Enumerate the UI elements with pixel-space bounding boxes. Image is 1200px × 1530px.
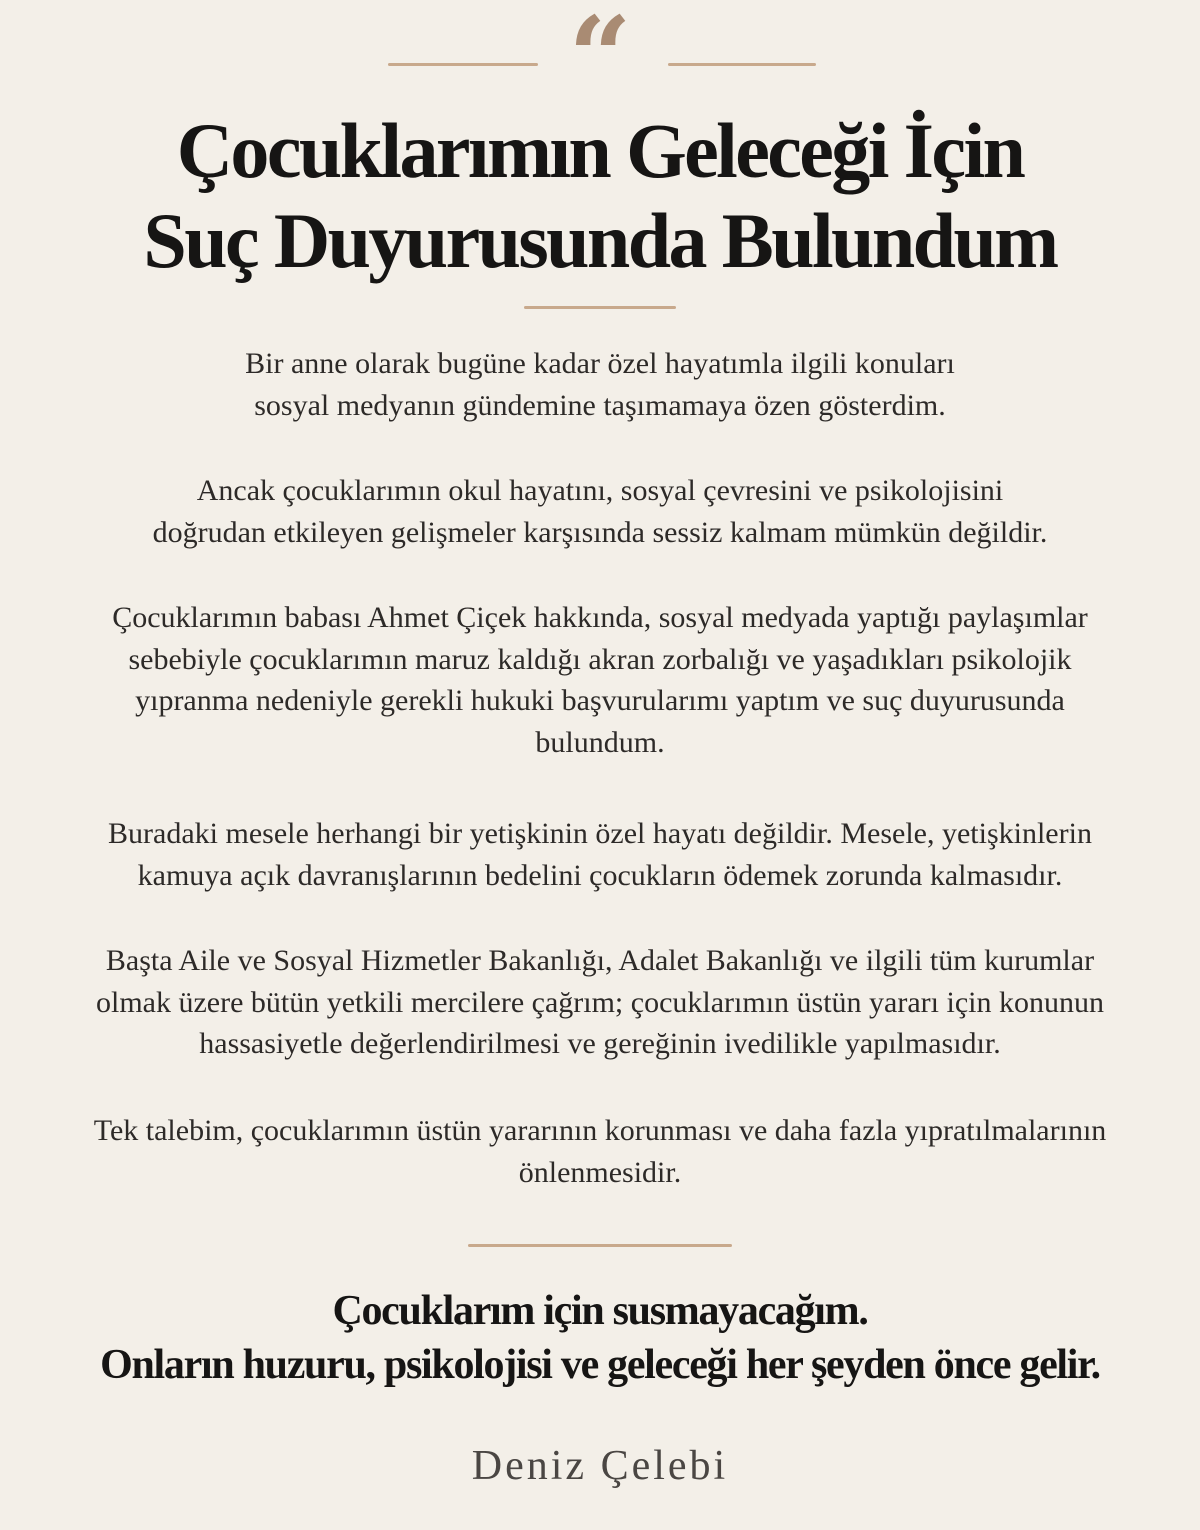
title-divider [524,306,676,309]
title-line-1: Çocuklarımın Geleceği İçin [176,107,1024,194]
quote-ornament [0,0,1200,121]
paragraph-4-line-2: kamuya açık davranışlarının bedelini çocukların ödemek zorunda kalmasıdır. [137,858,1063,892]
paragraph-3-line-3: yıpranma nedeniyle gerekli hukuki başvurularımı yaptım ve suç duyurusunda [135,684,1065,717]
paragraph-6 [0,1110,1200,1193]
quote-divider-left [388,63,538,66]
title-line-2: Suç Duyurusunda Bulundum [143,197,1057,284]
paragraph-4-line-1: Buradaki mesele herhangi bir yetişkinin özel hayatı değildir. Mesele, yetişkinlerin [108,817,1092,850]
paragraph-1-line-2: sosyal medyanın gündemine taşımamaya özen gösterdim. [254,388,946,422]
paragraph-3-line-2: sebebiyle çocuklarımın maruz kaldığı akran zorbalığı ve yaşadıkları psikolojik [128,642,1072,676]
paragraph-1-line-1: Bir anne olarak bugüne kadar özel hayatımla ilgili konuları [245,347,955,380]
paragraph-5-line-2: olmak üzere bütün yetkili mercilere çağrım; çocuklarımın üstün yararı için konunun [95,985,1104,1019]
paragraph-5-line-1: Başta Aile ve Sosyal Hizmetler Bakanlığı, Adalet Bakanlığı ve ilgili tüm kurumlar [105,944,1095,977]
paragraph-6-line-2: önlenmesidir. [518,1155,682,1189]
closing-divider [468,1244,732,1247]
paragraph-3-line-1: Çocuklarımın babası Ahmet Çiçek hakkında, sosyal medyada yaptığı paylaşımlar [112,601,1088,634]
quote-divider-right [668,63,816,66]
paragraph-2 [0,470,1200,553]
closing-statement [0,1284,1200,1392]
closing-line-1: Çocuklarım için susmayacağım. [332,1288,868,1334]
author-signature: Deniz Çelebi [471,1443,729,1489]
paragraph-3-line-4: bulundum. [535,725,665,759]
paragraph-1 [0,343,1200,426]
statement-title [0,106,1200,286]
closing-line-2: Onların huzuru, psikolojisi ve geleceği her şeyden önce gelir. [100,1342,1100,1388]
paragraph-2-line-2: doğrudan etkileyen gelişmeler karşısında sessiz kalmam mümkün değildir. [152,515,1048,549]
paragraph-5-line-3: hassasiyetle değerlendirilmesi ve gereğinin ivedilikle yapılmasıdır. [199,1027,1001,1060]
quote-mark-icon: “ [568,0,632,121]
paragraph-4 [0,813,1200,896]
paragraph-5 [0,940,1200,1065]
paragraph-3 [0,597,1200,763]
paragraph-6-line-1: Tek talebim, çocuklarımın üstün yararının korunması ve daha fazla yıpratılmalarının [93,1114,1107,1147]
paragraph-2-line-1: Ancak çocuklarımın okul hayatını, sosyal çevresini ve psikolojisini [196,474,1004,507]
